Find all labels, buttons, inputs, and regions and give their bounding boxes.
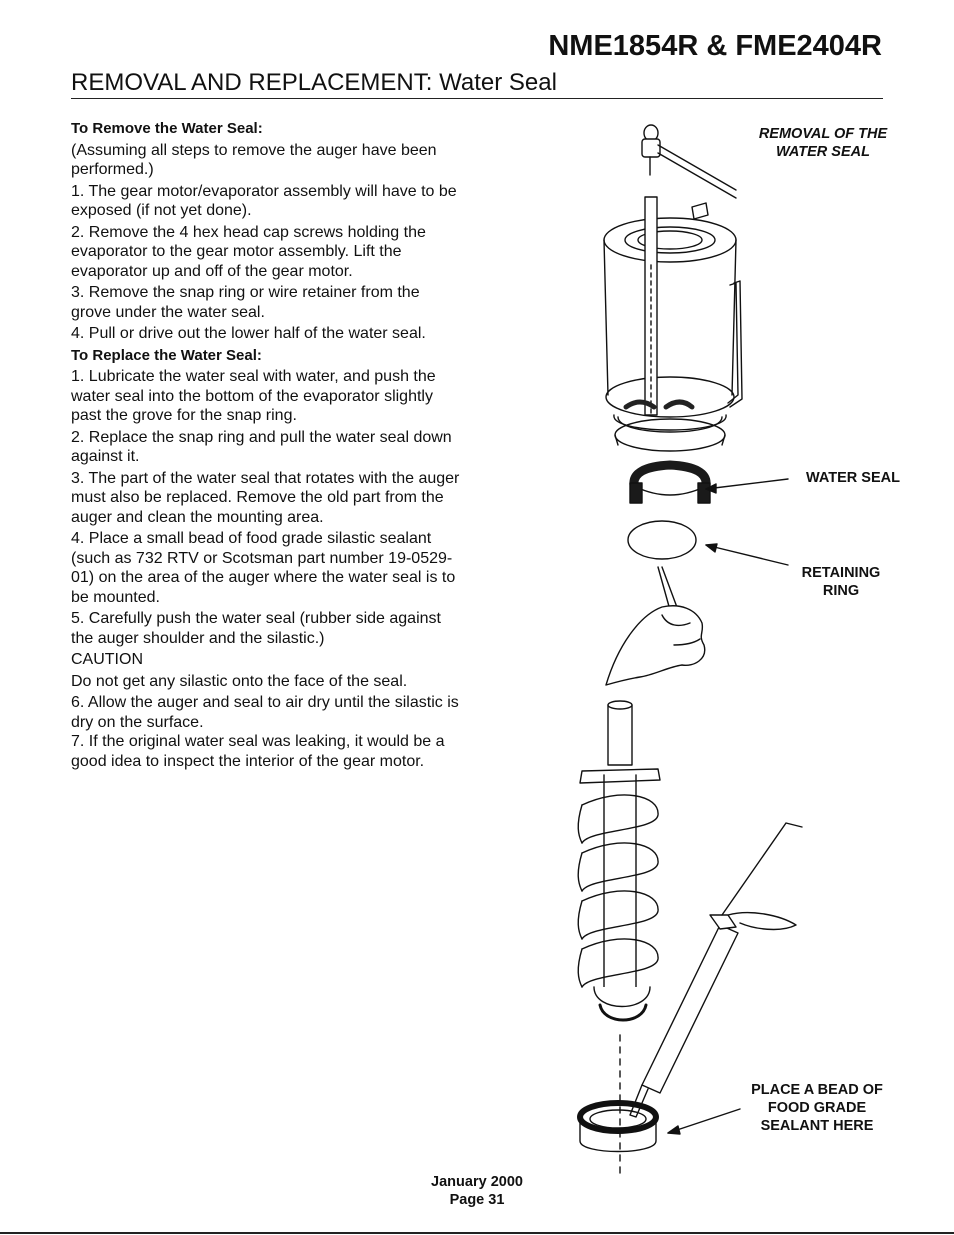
footer-rule bbox=[0, 1232, 954, 1234]
caution-heading: CAUTION bbox=[71, 651, 143, 668]
replace-step-4: 4. Place a small bead of food grade silastic sealant (such as 732 RTV or Scotsman part number 19-0529-01) on the area of the auger where the water seal is to be mounted. bbox=[71, 530, 456, 606]
replace-step-6: 6. Allow the auger and seal to air dry until the silastic is dry on the surface. bbox=[71, 694, 459, 731]
water-seal-label: WATER SEAL bbox=[806, 470, 900, 486]
remove-step-4: 4. Pull or drive out the lower half of the water seal. bbox=[71, 325, 426, 342]
footer-page: Page 31 bbox=[449, 1192, 505, 1208]
replace-step-7: 7. If the original water seal was leaking, it would be a good idea to inspect the interior of the gear motor. bbox=[71, 733, 445, 770]
retaining-ring-label: RETAINING RING bbox=[801, 565, 881, 599]
section-title: REMOVAL AND REPLACEMENT: Water Seal bbox=[71, 69, 557, 96]
remove-step-3: 3. Remove the snap ring or wire retainer from the grove under the water seal. bbox=[71, 284, 420, 321]
instructions bbox=[71, 119, 463, 773]
replace-step-2: 2. Replace the snap ring and pull the water seal down against it. bbox=[71, 428, 452, 465]
footer-date: January 2000 bbox=[431, 1174, 523, 1190]
replace-step-3: 3. The part of the water seal that rotates with the auger must also be replaced. Remove the old part from the auger and clean the mounting area. bbox=[71, 469, 460, 526]
replace-step-1: 1. Lubricate the water seal with water, and push the water seal into the bottom of the evaporator slightly past the grove for the snap ring. bbox=[71, 368, 436, 424]
evaporator-icon bbox=[604, 197, 742, 451]
water-seal-illustration bbox=[570, 115, 890, 1175]
water-seal-part-icon bbox=[630, 465, 710, 503]
caution-text: Do not get any silastic onto the face of the seal. bbox=[71, 672, 408, 690]
retaining-ring-icon bbox=[628, 521, 696, 559]
hammer-icon bbox=[642, 125, 736, 198]
replace-step-5: 5. Carefully push the water seal (rubber side against the auger shoulder and the silastic.) bbox=[71, 610, 441, 647]
figure-title: REMOVAL OF THE WATER SEAL bbox=[758, 126, 888, 160]
remove-step-2: 2. Remove the 4 hex head cap screws holding the evaporator to the gear motor assembly. Lift the evaporator up and off of the gear motor. bbox=[71, 223, 426, 280]
remove-heading: To Remove the Water Seal: bbox=[71, 120, 263, 137]
lower-seal-icon bbox=[580, 1103, 656, 1152]
model-title: NME1854R & FME2404R bbox=[548, 30, 882, 62]
replace-heading: To Replace the Water Seal: bbox=[71, 346, 262, 364]
hand-pliers-icon bbox=[606, 567, 705, 685]
header-rule bbox=[71, 98, 883, 99]
remove-step-1: 1. The gear motor/evaporator assembly will have to be exposed (if not yet done). bbox=[71, 182, 457, 219]
sealant-label: PLACE A BEAD OF FOOD GRADE SEALANT HERE bbox=[751, 1082, 883, 1134]
remove-paragraph: (Assuming all steps to remove the auger have been performed.) bbox=[71, 141, 437, 178]
